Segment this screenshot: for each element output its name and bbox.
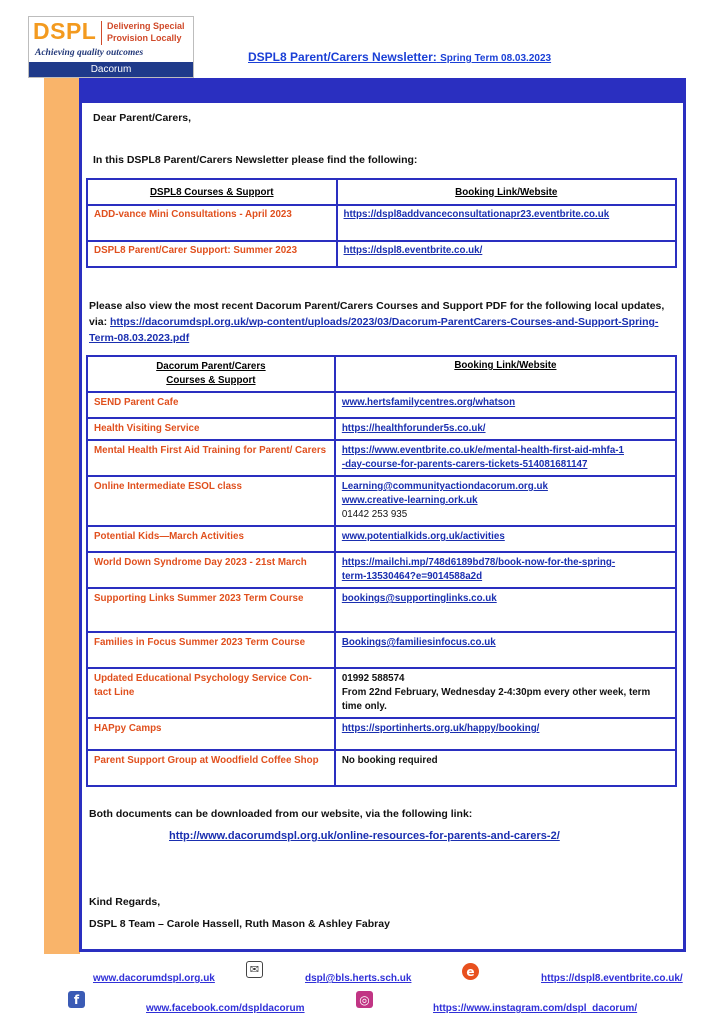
booking-info <box>335 476 676 526</box>
course-name: Health Visiting Service <box>87 418 335 440</box>
column-header-booking: Booking Link/Website <box>335 356 676 392</box>
kind-regards: Kind Regards, <box>89 896 161 908</box>
footer-eventbrite-link[interactable]: https://dspl8.eventbrite.co.uk/ <box>541 973 683 984</box>
dspl-logo <box>28 16 194 78</box>
logo-tagline-2: Provision Locally <box>107 33 182 43</box>
booking-link[interactable]: Bookings@familiesinfocus.co.uk <box>341 637 496 648</box>
booking-info <box>335 718 676 750</box>
table-row <box>87 392 676 418</box>
course-name: Parent Support Group at Woodfield Coffee Shop <box>87 750 335 786</box>
footer-website-link[interactable]: www.dacorumdspl.org.uk <box>93 973 215 984</box>
booking-text: 01992 588574 <box>341 673 405 684</box>
booking-link[interactable]: https://www.eventbrite.co.uk/e/mental-health-first-aid-mhfa-1 <box>341 445 624 456</box>
booking-info <box>335 440 676 476</box>
email-icon: ✉ <box>246 961 263 978</box>
footer-email-link[interactable]: dspl@bls.herts.sch.uk <box>305 973 412 984</box>
download-text: Both documents can be downloaded from our website, via the following link: <box>89 808 473 820</box>
instagram-icon: ◎ <box>356 991 373 1008</box>
intro-lead: In this DSPL8 Parent/Carers Newsletter please find the following: <box>93 154 418 166</box>
dspl8-courses-table <box>86 178 677 268</box>
footer-facebook-link[interactable]: www.facebook.com/dspldacorum <box>146 1003 305 1014</box>
booking-link[interactable]: https://sportinherts.org.uk/happy/booking/ <box>341 723 540 734</box>
team-signature: DSPL 8 Team – Carole Hassell, Ruth Mason & Ashley Fabray <box>89 918 390 930</box>
greeting: Dear Parent/Carers, <box>93 112 192 124</box>
pdf-paragraph-text: Please also view the most recent Dacorum Parent/Carers Courses and Support PDF for the following local updates, via: <box>89 300 665 328</box>
column-header-line-1: Dacorum Parent/Carers <box>156 361 266 372</box>
booking-text: 01442 253 935 <box>341 509 408 520</box>
logo-area-label: Dacorum <box>29 62 193 77</box>
column-header: Booking Link/Website <box>337 179 676 205</box>
booking-link[interactable]: https://dspl8.eventbrite.co.uk/ <box>337 241 676 267</box>
booking-info <box>335 588 676 632</box>
course-name: Supporting Links Summer 2023 Term Course <box>87 588 335 632</box>
dacorum-courses-table <box>86 355 677 787</box>
booking-link[interactable]: Learning@communityactiondacorum.org.uk <box>341 481 548 492</box>
course-name: Updated Educational Psychology Service Con-tact Line <box>87 668 335 718</box>
pdf-link[interactable] <box>89 316 658 344</box>
course-name: DSPL8 Parent/Carer Support: Summer 2023 <box>87 241 337 267</box>
side-accent-bar <box>44 78 80 954</box>
table-body <box>87 392 676 786</box>
booking-link[interactable]: www.hertsfamilycentres.org/whatson <box>341 397 516 408</box>
table-row <box>87 588 676 632</box>
table-row <box>87 750 676 786</box>
course-name: Potential Kids—March Activities <box>87 526 335 552</box>
booking-info <box>335 392 676 418</box>
panel-top-band <box>82 81 683 103</box>
course-name: Mental Health First Aid Training for Parent/ Carers <box>87 440 335 476</box>
booking-link[interactable]: https://healthforunder5s.co.uk/ <box>341 423 486 434</box>
booking-info <box>335 632 676 668</box>
booking-text: From 22nd February, Wednesday 2-4:30pm every other week, term time only. <box>341 687 651 712</box>
logo-tagline-1: Delivering Special <box>107 21 185 31</box>
course-name: Families in Focus Summer 2023 Term Course <box>87 632 335 668</box>
table-row <box>87 632 676 668</box>
table-row <box>87 241 676 267</box>
course-name: ADD-vance Mini Consultations - April 2023 <box>87 205 337 241</box>
table-row <box>87 205 676 241</box>
title-date: Spring Term 08.03.2023 <box>440 53 552 64</box>
course-name: World Down Syndrome Day 2023 - 21st March <box>87 552 335 588</box>
table-row <box>87 552 676 588</box>
booking-link[interactable]: bookings@supportinglinks.co.uk <box>341 593 497 604</box>
booking-info <box>335 526 676 552</box>
table-row <box>87 440 676 476</box>
eventbrite-icon: e <box>462 963 479 980</box>
footer-instagram-link[interactable]: https://www.instagram.com/dspl_dacorum/ <box>433 1003 638 1014</box>
newsletter-title[interactable] <box>248 50 551 64</box>
column-header-courses <box>87 356 335 392</box>
booking-info <box>335 668 676 718</box>
booking-link[interactable]: www.creative-learning.ork.uk <box>341 495 478 506</box>
table-row <box>87 718 676 750</box>
table-row <box>87 668 676 718</box>
table-header-row <box>87 179 676 205</box>
booking-info <box>335 418 676 440</box>
booking-link[interactable]: -day-course-for-parents-carers-tickets-514081681147 <box>341 459 588 470</box>
table-row <box>87 526 676 552</box>
table-header-row <box>87 356 676 392</box>
table-row <box>87 476 676 526</box>
logo-divider <box>101 21 102 45</box>
column-header-line-2: Courses & Support <box>166 375 256 386</box>
booking-link[interactable]: www.potentialkids.org.uk/activities <box>341 531 505 542</box>
column-header: DSPL8 Courses & Support <box>87 179 337 205</box>
pdf-link-part-1: https://dacorumdspl.org.uk/wp-content/uploads/2023/03/Dacorum-ParentCarers-Courses- <box>110 316 556 328</box>
title-text: DSPL8 Parent/Carers Newsletter: <box>248 50 437 64</box>
booking-link[interactable]: https://dspl8addvanceconsultationapr23.eventbrite.co.uk <box>337 205 676 241</box>
booking-link[interactable]: term-13530464?e=9014588a2d <box>341 571 483 582</box>
booking-text: No booking required <box>341 755 438 766</box>
download-link[interactable]: http://www.dacorumdspl.org.uk/online-resources-for-parents-and-carers-2/ <box>169 830 560 842</box>
table-row <box>87 418 676 440</box>
logo-motto: Achieving quality outcomes <box>35 48 144 58</box>
course-name: HAPpy Camps <box>87 718 335 750</box>
course-name: SEND Parent Cafe <box>87 392 335 418</box>
facebook-icon: f <box>68 991 85 1008</box>
logo-name: DSPL <box>33 18 97 44</box>
course-name: Online Intermediate ESOL class <box>87 476 335 526</box>
pdf-paragraph <box>89 298 681 346</box>
booking-info <box>335 750 676 786</box>
booking-info <box>335 552 676 588</box>
pdf-link-part-2: and-Support-Spring-Term-08.03.2023.pdf <box>89 316 659 344</box>
booking-link[interactable]: https://mailchi.mp/748d6189bd78/book-now-for-the-spring- <box>341 557 616 568</box>
